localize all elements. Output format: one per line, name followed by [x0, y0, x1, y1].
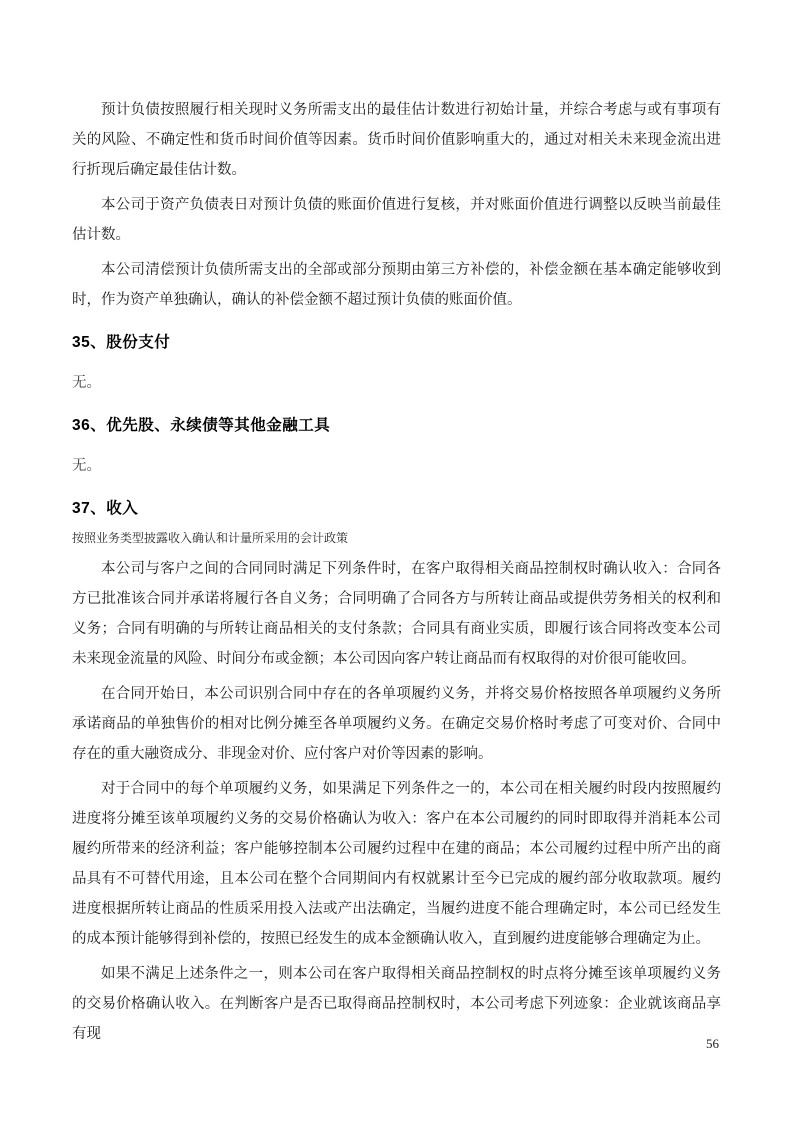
section-preferred-shares: [72, 414, 721, 481]
revenue-paragraph: 本公司与客户之间的合同同时满足下列条件时，在客户取得相关商品控制权时确认收入：合同各方已批准该合同并承诺将履行各自义务；合同明确了合同各方与所转让商品或提供劳务相关的权利和义务；合同有明确的与所转让商品相关的支付条款；合同具有商业实质，即履行该合同将改变本公司未来现金流量的风险、时间分布或金额；本公司因向客户转让商品而有权取得的对价很可能收回。: [72, 561, 721, 667]
section-subheading: 按照业务类型披露收入确认和计量所采用的会计政策: [72, 531, 349, 545]
section-share-payment: [72, 331, 721, 398]
page-number: 56: [706, 1036, 719, 1051]
revenue-paragraph: 如果不满足上述条件之一，则本公司在客户取得相关商品控制权的时点将分摊至该单项履约义务的交易价格确认收入。在判断客户是否已取得商品控制权时，本公司考虑下列迹象：企业就该商品享有现: [72, 966, 721, 1042]
section-heading-37: 37、收入: [72, 500, 139, 517]
section-revenue: [72, 497, 721, 1049]
provision-paragraph: 本公司清偿预计负债所需支出的全部或部分预期由第三方补偿的，补偿金额在基本确定能够收到时，作为资产单独确认，确认的补偿金额不超过预计负债的账面价值。: [72, 262, 721, 308]
provision-paragraph: 预计负债按照履行相关现时义务所需支出的最佳估计数进行初始计量，并综合考虑与或有事项有关的风险、不确定性和货币时间价值等因素。货币时间价值影响重大的，通过对相关未来现金流出进行折现后确定最佳估计数。: [72, 102, 721, 178]
section-revenue-body: [72, 554, 721, 1049]
revenue-paragraph: 在合同开始日，本公司识别合同中存在的各单项履约义务，并将交易价格按照各单项履约义务所承诺商品的单独售价的相对比例分摊至各单项履约义务。在确定交易价格时考虑了可变对价、合同中存在的重大融资成分、非现金对价、应付客户对价等因素的影响。: [72, 686, 721, 762]
revenue-paragraph: 对于合同中的每个单项履约义务，如果满足下列条件之一的，本公司在相关履约时段内按照履约进度将分摊至该单项履约义务的交易价格确认为收入：客户在本公司履约的同时即取得并消耗本公司履约所带来的经济利益；客户能够控制本公司履约过程中在建的商品；本公司履约过程中所产出的商品具有不可替代用途，且本公司在整个合同期间内有权就累计至今已完成的履约部分收取款项。履约进度根据所转让商品的性质采用投入法或产出法确定，当履约进度不能合理确定时，本公司已经发生的成本预计能够得到补偿的，按照已经发生的成本金额确认收入，直到履约进度能够合理确定为止。: [72, 781, 721, 947]
section-heading-35: 35、股份支付: [72, 334, 171, 351]
section-heading-36: 36、优先股、永续债等其他金融工具: [72, 417, 331, 434]
section-body-none: 无。: [72, 458, 101, 474]
section-body-none: 无。: [72, 375, 101, 391]
provision-paragraph: 本公司于资产负债表日对预计负债的账面价值进行复核，并对账面价值进行调整以反映当前最佳估计数。: [72, 197, 721, 243]
